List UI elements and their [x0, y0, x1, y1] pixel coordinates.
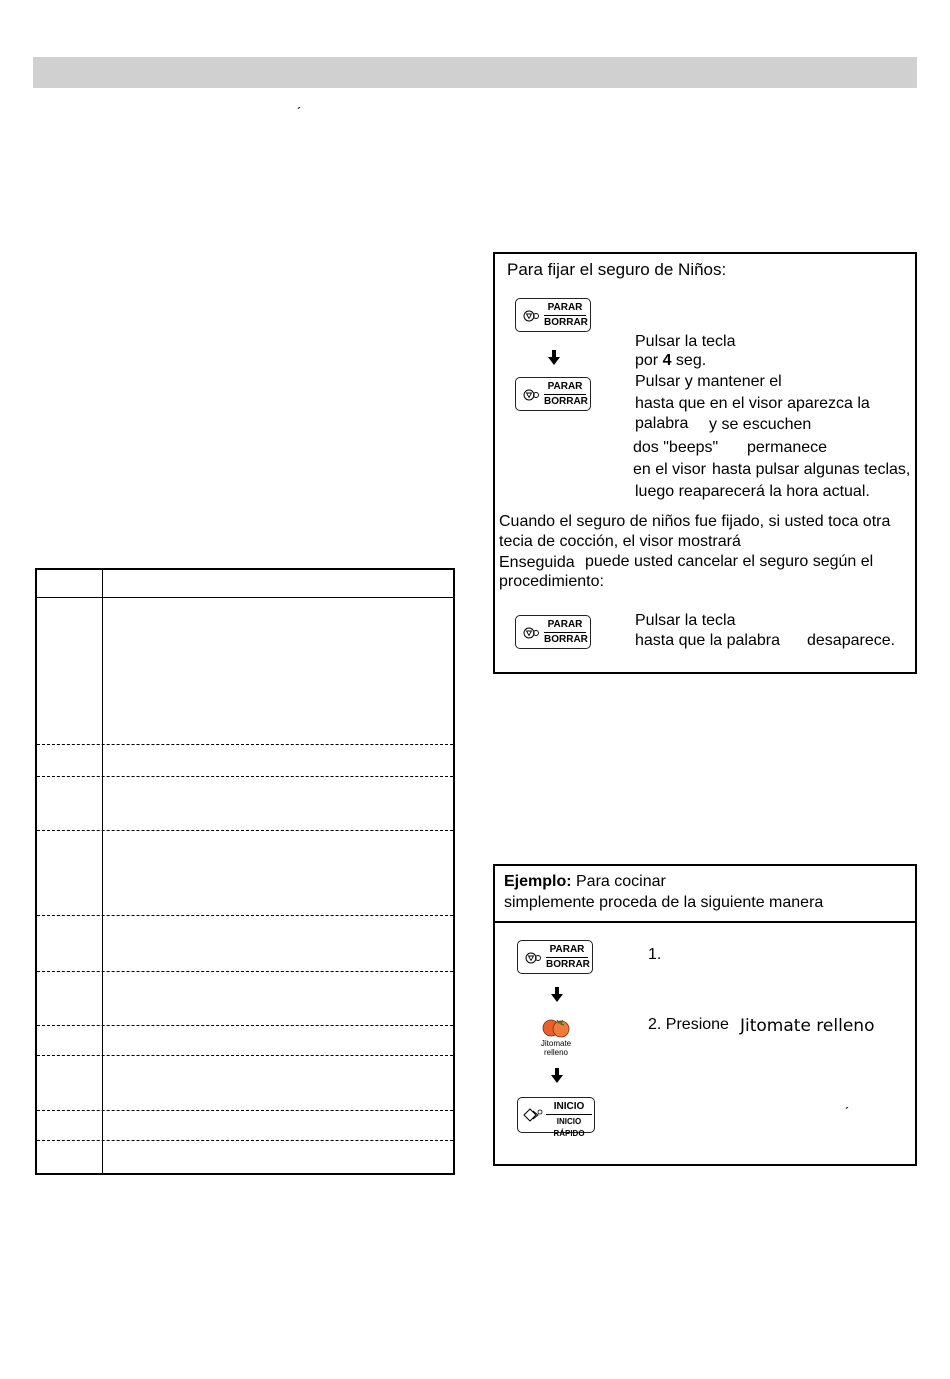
table-column-divider [102, 570, 103, 1173]
tomato-label: Jitomate [540, 1039, 572, 1048]
tomato-icon [541, 1016, 571, 1038]
lock-step-text: dos "beeps" [633, 439, 719, 456]
lock-step-text: por 4 seg. [635, 352, 707, 369]
table-header-divider [37, 597, 453, 598]
arrow-down-icon [550, 987, 564, 1003]
tomato-label: relleno [543, 1048, 568, 1057]
key-label-bottom: BORRAR [546, 959, 590, 970]
key-label-top: PARAR [547, 302, 583, 313]
lock-step-text: y se escuchen [709, 416, 812, 433]
key-label-bottom: BORRAR [544, 317, 588, 328]
section-header-band [33, 57, 917, 88]
stop-clear-icon [523, 308, 539, 324]
cancel-step-text: hasta que la palabra [635, 632, 780, 649]
lock-paragraph: procedimiento: [499, 573, 604, 590]
start-key-label-top: INICIO [553, 1101, 585, 1112]
table-row-divider [37, 915, 453, 916]
cooking-example [493, 864, 917, 1166]
key-label-bottom: BORRAR [544, 396, 588, 407]
table-row-divider [37, 1110, 453, 1111]
example-stray-mark: ´ [845, 1104, 850, 1120]
lock-step-text: hasta que en el visor aparezca la [635, 395, 870, 412]
example-step-1: 1. [648, 946, 662, 963]
key-label-top: PARAR [547, 619, 583, 630]
key-label-top: PARAR [547, 381, 583, 392]
lock-step-text: Pulsar la tecla [635, 333, 736, 350]
stray-accent-mark: ´ [297, 104, 302, 120]
arrow-down-icon [550, 1068, 564, 1084]
example-subheading: simplemente proceda de la siguiente manera [504, 894, 824, 911]
lock-step-text: palabra [635, 415, 689, 432]
example-heading: Ejemplo: Para cocinar [504, 873, 666, 890]
cancel-step-text: Pulsar la tecla [635, 612, 736, 629]
lock-step-text: Pulsar y mantener el [635, 373, 782, 390]
lock-paragraph: Cuando el seguro de niños fue fijado, si usted toca otra [499, 513, 891, 530]
table-row-divider [37, 744, 453, 745]
lock-paragraph: puede usted cancelar el seguro según el [585, 553, 874, 570]
stop-clear-key [515, 377, 591, 411]
lock-step-text: en el visor [633, 461, 706, 478]
table-row-divider [37, 971, 453, 972]
arrow-down-icon [547, 350, 561, 366]
key-label-bottom: BORRAR [544, 634, 588, 645]
example-step-2: 2. Presione [648, 1016, 729, 1033]
lock-paragraph: Enseguida [499, 554, 575, 571]
lock-step-text: permanece [747, 439, 828, 456]
lock-paragraph: tecia de cocción, el visor mostrará [499, 533, 741, 550]
table-row-divider [37, 830, 453, 831]
stop-clear-key [517, 940, 593, 974]
example-divider [495, 921, 915, 923]
table-row-divider [37, 1025, 453, 1026]
settings-table [35, 568, 455, 1175]
start-key [517, 1097, 595, 1138]
stop-clear-icon [525, 950, 541, 966]
key-label-top: PARAR [549, 944, 585, 955]
table-row-divider [37, 1055, 453, 1056]
child-lock-title: Para fijar el seguro de Niños: [507, 260, 727, 279]
stop-clear-key [515, 615, 591, 649]
example-step-2-dish: Jitomate relleno [740, 1016, 875, 1036]
cancel-step-text: desaparece. [807, 632, 896, 649]
lock-step-text: luego reaparecerá la hora actual. [635, 483, 870, 500]
start-icon [523, 1107, 545, 1123]
table-row-divider [37, 776, 453, 777]
stop-clear-icon [523, 625, 539, 641]
table-row-divider [37, 1140, 453, 1141]
stop-clear-key [515, 298, 591, 332]
lock-step-text: hasta pulsar algunas teclas, [712, 461, 911, 478]
child-lock-instructions [493, 252, 917, 674]
stop-clear-icon [523, 387, 539, 403]
start-key-label-bottom: INICIO RÁPIDO [553, 1117, 585, 1138]
